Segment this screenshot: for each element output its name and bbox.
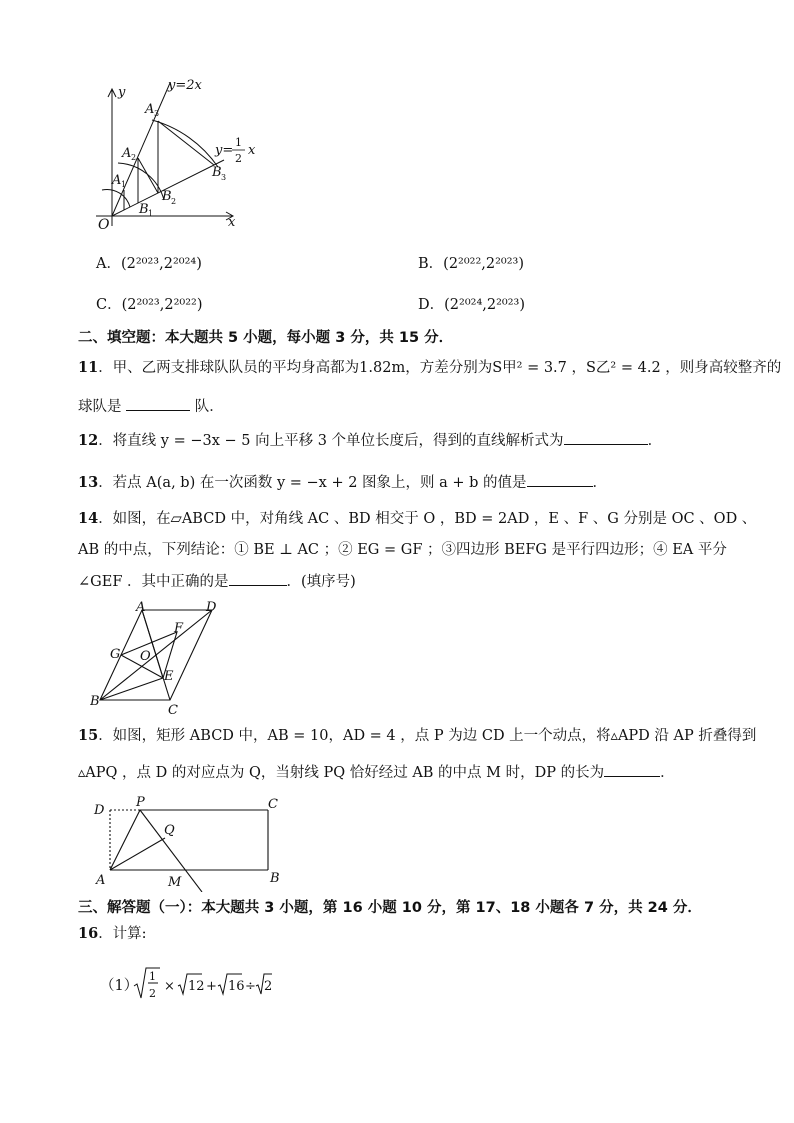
origin-label: O [98,217,110,233]
axis-y-label: y [118,85,126,100]
svg-text:16: 16 [228,979,245,994]
q14-line2: AB 的中点，下列结论：① BE ⊥ AC ；② EG = GF ；③四边形 BEFG 是平行四边形；④ EA 平分 [78,542,727,558]
svg-text:12: 12 [188,979,205,994]
svg-text:÷: ÷ [245,979,256,994]
option-a-text: (2²⁰²³,2²⁰²⁴) [120,256,202,272]
B3-label: B [212,165,222,180]
q14-figure [90,598,230,714]
line-y-half-x [112,160,227,216]
q11-line1: 11．甲、乙两支排球队队员的平均身高都为1.82m，方差分别为S甲² = 3.7 ，S乙² = 4.2 ，则身高较整齐的 [78,359,782,376]
label-A: A [96,873,106,888]
label-G: G [110,647,121,662]
q13-line: 13．若点 A(a, b) 在一次函数 y = −x + 2 图象上，则 a + b 的值是 ． [78,474,608,491]
label-A: A [136,600,146,615]
q11-answer-blank[interactable] [126,396,190,411]
q14-line3: ∠GEF ．其中正确的是 ．(填序号) [78,571,356,592]
label-P: P [136,795,145,810]
svg-text:2: 2 [264,979,272,994]
q12-line: 12．将直线 y = −3x − 5 向上平移 3 个单位长度后，得到的直线解析式为 ． [78,432,663,449]
q15-figure [90,792,300,892]
q12-answer-blank[interactable] [564,430,648,445]
section-3-heading: 三、解答题（一）：本大题共 3 小题，第 16 小题 10 分，第 17、18 小题各 7 分，共 24 分． [78,900,702,916]
svg-text:3: 3 [154,109,160,118]
label-O: O [140,649,151,664]
label-y-half-prefix: y= [215,143,234,158]
label-D: D [206,600,217,615]
label-B: B [90,694,100,709]
q14-line1: 14．如图，在▱ABCD 中，对角线 AC 、BD 相交于 O ，BD = 2AD ，E 、F 、G 分别是 OC 、OD 、 [78,510,757,527]
svg-text:×: × [164,979,175,994]
option-a[interactable]: A．(2²⁰²³,2²⁰²⁴) [96,256,202,272]
q16-expression [132,966,272,1002]
q13-answer-blank[interactable] [527,472,593,487]
label-E: E [164,669,174,684]
label-half-den: 2 [235,152,242,165]
label-y2x: y=2x [168,78,202,93]
q14-answer-blank[interactable] [229,571,287,586]
svg-text:1: 1 [148,209,154,218]
option-c[interactable]: C．(2²⁰²³,2²⁰²²) [96,297,203,313]
q11-line2: 球队是 队． [78,396,224,417]
q15-line1: 15．如图，矩形 ABCD 中，AB = 10，AD = 4 ，点 P 为边 CD 上一个动点，将▵APD 沿 AP 折叠得到 [78,727,757,744]
A3-label: A [145,102,155,117]
svg-text:3: 3 [221,173,227,182]
svg-text:2: 2 [131,153,137,162]
svg-text:+: + [206,979,217,994]
B2-label: B [162,189,172,204]
svg-text:2: 2 [149,987,156,1000]
svg-text:1: 1 [121,180,127,189]
option-b-text: (2²⁰²²,2²⁰²³) [443,256,525,272]
section-2-heading: 二、填空题：本大题共 5 小题，每小题 3 分，共 15 分． [78,330,454,346]
option-d-text: (2²⁰²⁴,2²⁰²³) [444,297,526,313]
q15-line2: ▵APQ ，点 D 的对应点为 Q，当射线 PQ 恰好经过 AB 的中点 M 时，DP 的长为 ． [78,762,675,783]
label-F: F [174,621,184,636]
option-c-text: (2²⁰²³,2²⁰²²) [121,297,203,313]
option-b[interactable]: B．(2²⁰²²,2²⁰²³) [418,256,525,272]
label-D: D [94,803,105,818]
label-half-num: 1 [235,136,242,149]
label-C: C [268,797,278,812]
A2-label: A [122,146,132,161]
label-C: C [168,703,178,714]
arc-1 [102,189,130,207]
label-Q: Q [164,823,175,838]
q10-figure [82,76,292,236]
B1-label: B [139,202,149,217]
option-d[interactable]: D．(2²⁰²⁴,2²⁰²³) [418,297,526,313]
label-B: B [270,871,280,886]
svg-text:2: 2 [171,197,177,206]
q16-line: 16．计算: [78,925,147,942]
q15-answer-blank[interactable] [604,762,660,777]
axis-x-label: x [228,215,236,230]
seg-BE [100,678,163,700]
label-half-x: x [248,143,256,158]
label-M: M [168,875,182,890]
svg-text:1: 1 [149,970,156,983]
A1-label: A [112,173,122,188]
